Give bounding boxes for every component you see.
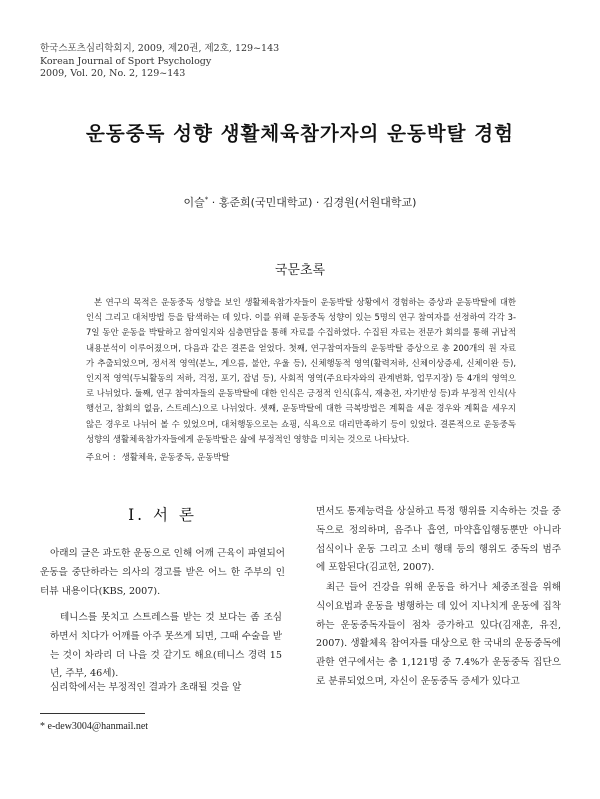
abstract-text: 본 연구의 목적은 운동중독 성향을 보인 생활체육참가자들이 운동박탈 상황에서 경험하는 증상과 운동박탈에 대한 인식 그리고 대처방법 등을 탐색하는 데 있다. 이를 위해 운동중독 성향이 있는 5명의 연구 참여자를 선정하여 각각 3-7일 동안 운동을 박탈하고 참여일지와 심층면담을 통해 자료를 수집하였다. 수집된 자료는 전문가 회의를 통해 귀납적 내용분석이 이루어졌으며, 다음과 같은 결론을 얻었다. 첫째, 연구참여자들의 운동박탈 증상으로 총 200개의 원 자료가 추출되었으며, 정서적 영역(분노, 게으름, 불안, 우울 등), 신체행동적 영역(활력저하, 신체이상증세, 신체이완 등), 인지적 영역(두뇌활동의 저하, 걱정, 포기, 잡념 등), 사회적 영역(주요타자와의 관계변화, 업무지장) 등 4개의 영역으로 나뉘었다. 둘째, 연구 참여자들의 운동박탈에 대한 인식은 긍정적 인식(휴식, 재충전, 자기반성 등)과 부정적 인식(사행선고, 참회의 없음, 스트레스)으로 나뉘었다. 셋째, 운동박탈에 대한 극복방법은 계획을 세운 경우와 계획을 세우지 않은 경우로 나뉘어 볼 수 있었으며, 대처행동으로는 쇼핑, 식욕으로 대리만족하기 등이 있었다. 결론적으로 운동중독 성향의 생활체육참가자들에게 운동박탈은 삶에 부정적인 영향을 미치는 것으로 나타났다. — [86, 297, 516, 444]
journal-header-korean: 한국스포츠심리학회지, 2009, 제20권, 제2호, 129~143 — [40, 43, 280, 54]
section-heading-introduction: Ⅰ. 서 론 — [128, 506, 197, 524]
interview-quote: 테니스를 못치고 스트레스를 받는 것 보다는 좀 조심하면서 치다가 어깨를 아주 못쓰게 되면, 그때 수술을 받는 것이 차라리 더 나을 것 같기도 해요(테니스 경력 15년, 주부, 46세). — [50, 612, 282, 680]
author-line — [0, 194, 600, 210]
body-paragraph-left-1: 아래의 글은 과도한 운동으로 인해 어깨 근육이 파열되어 운동을 중단하라는 의사의 경고를 받은 어느 한 주부의 인터뷰 내용이다(KBS, 2007). — [40, 548, 285, 597]
keywords-label: 주요어 : — [86, 452, 116, 462]
author-first: 이슬 — [183, 196, 205, 209]
body-paragraph-right-1: 면서도 통제능력을 상실하고 특정 행위를 지속하는 것을 중독으로 정의하며, 음주나 흡연, 마약흡입행동뿐만 아니라 섭식이나 운동 그리고 소비 행태 등의 행위도 중독의 범주에 포함된다(김교헌, 2007). — [316, 506, 561, 574]
paper-title: 운동중독 성향 생활체육참가자의 운동박탈 경험 — [86, 122, 514, 145]
body-paragraph-right-2: 최근 들어 건강을 위해 운동을 하거나 체중조절을 위해 식이요법과 운동을 병행하는 데 있어 지나치게 운동에 집착하는 운동중독자들이 점차 증가하고 있다(김재훈, 유진, 2007). 생활체육 참여자를 대상으로 한 국내의 운동중독에 관한 연구에서는 총 1,121명 중 7.4%가 운동중독 집단으로 분류되었으며, 자신이 운동중독 증세가 있다고 — [316, 582, 561, 687]
footnote-mark: * — [40, 721, 45, 732]
footnote — [40, 721, 148, 732]
keywords-line — [86, 451, 230, 463]
author-rest: · 홍준희(국민대학교) · 김경원(서원대학교) — [208, 196, 417, 209]
body-paragraph-left-2: 심리학에서는 부정적인 결과가 초래될 것을 알 — [50, 682, 242, 693]
abstract-heading: 국문초록 — [274, 263, 326, 278]
journal-header — [40, 43, 279, 81]
footnote-divider — [40, 713, 145, 714]
journal-header-english: Korean Journal of Sport Psychology — [40, 55, 212, 67]
corresponding-mark: * — [204, 195, 209, 204]
footnote-email: e-dew3004@hanmail.net — [47, 721, 149, 732]
keywords-values: 생활체육, 운동중독, 운동박탈 — [121, 452, 230, 462]
journal-header-volume: 2009, Vol. 20, No. 2, 129~143 — [40, 68, 186, 80]
